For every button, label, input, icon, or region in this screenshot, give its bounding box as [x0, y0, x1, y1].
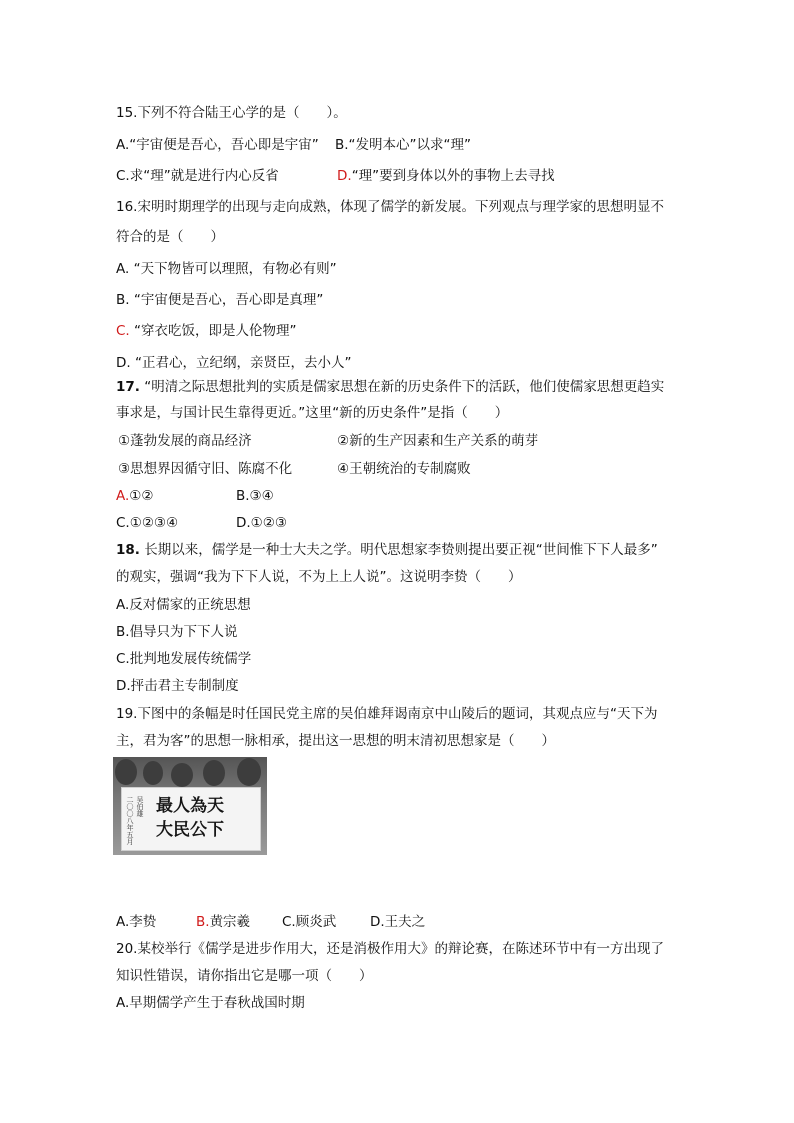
q17-item-2: ②新的生产因素和生产关系的萌芽	[337, 433, 539, 449]
banner-line-2: 大民公下	[156, 820, 224, 840]
q17-item-4: ④王朝统治的专制腐败	[337, 461, 471, 477]
person-head	[203, 760, 225, 786]
q18-option-c: C.批判地发展传统儒学	[116, 651, 252, 667]
question-number: 18.	[116, 542, 140, 558]
banner-date: 二〇〇八年五月	[126, 796, 134, 845]
answer-mark-letter: B.	[196, 914, 210, 930]
q17-stem-line2: 事求是，与国计民生靠得更近。”这里“新的历史条件”是指（ ）	[116, 405, 509, 421]
q18-option-b: B.倡导只为下下人说	[116, 624, 238, 640]
q19-option-c: C.顾炎武	[282, 914, 337, 930]
q18-stem-line1	[116, 541, 658, 559]
stem-text: “明清之际思想批判的实质是儒家思想在新的历史条件下的活跃，他们使儒家思想更趋实	[139, 379, 665, 395]
q15-stem: 15.下列不符合陆王心学的是（ ）。	[116, 105, 347, 121]
q16-stem-line2: 符合的是（ ）	[116, 229, 224, 245]
q19-stem-line2: 主，君为客”的思想一脉相承，提出这一思想的明末清初思想家是（ ）	[116, 733, 555, 749]
q15-option-b: B.“发明本心”以求“理”	[335, 137, 472, 153]
answer-mark-letter: A.	[116, 488, 130, 504]
q17-item-1: ①蓬勃发展的商品经济	[118, 433, 252, 449]
q19-option-d: D.王夫之	[370, 914, 426, 930]
q18-option-d: D.抨击君主专制制度	[116, 678, 239, 694]
q17-option-b: B.③④	[236, 488, 274, 504]
q20-option-a: A.早期儒学产生于春秋战国时期	[116, 995, 305, 1011]
q18-stem-line2: 的观实，强调“我为下下人说，不为上上人说”。这说明李贽（ ）	[116, 569, 522, 585]
q16-option-d: D. “正君心，立纪纲，亲贤臣，去小人”	[116, 355, 352, 371]
q17-option-c: C.①②③④	[116, 515, 179, 531]
q17-item-3: ③思想界因循守旧、陈腐不化	[118, 461, 293, 477]
q15-option-c: C.求“理”就是进行内心反省	[116, 168, 279, 184]
q18-option-a: A.反对儒家的正统思想	[116, 597, 251, 613]
person-head	[115, 759, 137, 785]
q16-option-a: A. “天下物皆可以理照，有物必有则”	[116, 261, 337, 277]
banner-line-1: 最人為天	[156, 796, 224, 816]
banner-signature: 吴伯雄	[136, 796, 144, 817]
answer-mark-letter: C.	[116, 323, 130, 339]
q16-option-b: B. “宇宙便是吾心，吾心即是真理”	[116, 292, 324, 308]
q20-stem-line1: 20.某校举行《儒学是进步作用大，还是消极作用大》的辩论赛，在陈述环节中有一方出现了	[116, 941, 664, 957]
q16-option-c	[116, 322, 297, 340]
person-head	[143, 761, 163, 785]
person-head	[237, 758, 261, 786]
q16-stem-line1: 16.宋明时期理学的出现与走向成熟，体现了儒学的新发展。下列观点与理学家的思想明显不	[116, 199, 664, 215]
q17-option-d: D.①②③	[236, 515, 287, 531]
option-text: “穿衣吃饭，即是人伦物理”	[129, 323, 297, 339]
calligraphy-banner	[121, 787, 261, 851]
q17-option-a	[116, 487, 154, 505]
stem-text: 长期以来，儒学是一种士大夫之学。明代思想家李贽则提出要正视“世间惟下下人最多”	[139, 542, 658, 558]
question-number: 17.	[116, 379, 140, 395]
q17-stem-line1	[116, 378, 664, 396]
q19-stem-line1: 19.下图中的条幅是时任国民党主席的吴伯雄拜谒南京中山陵后的题词，其观点应与“天下为	[116, 706, 658, 722]
q15-option-a: A.“宇宙便是吾心，吾心即是宇宙”	[116, 137, 319, 153]
banner-photo	[113, 757, 267, 855]
q15-option-d	[337, 167, 555, 185]
option-text: “理”要到身体以外的事物上去寻找	[351, 168, 555, 184]
option-text: 黄宗羲	[209, 914, 251, 930]
q20-stem-line2: 知识性错误，请你指出它是哪一项（ ）	[116, 968, 373, 984]
option-text: ①②	[129, 488, 154, 504]
person-head	[171, 763, 193, 787]
q19-option-b	[196, 913, 250, 931]
answer-mark-letter: D.	[337, 168, 352, 184]
q19-option-a: A.李贽	[116, 914, 157, 930]
